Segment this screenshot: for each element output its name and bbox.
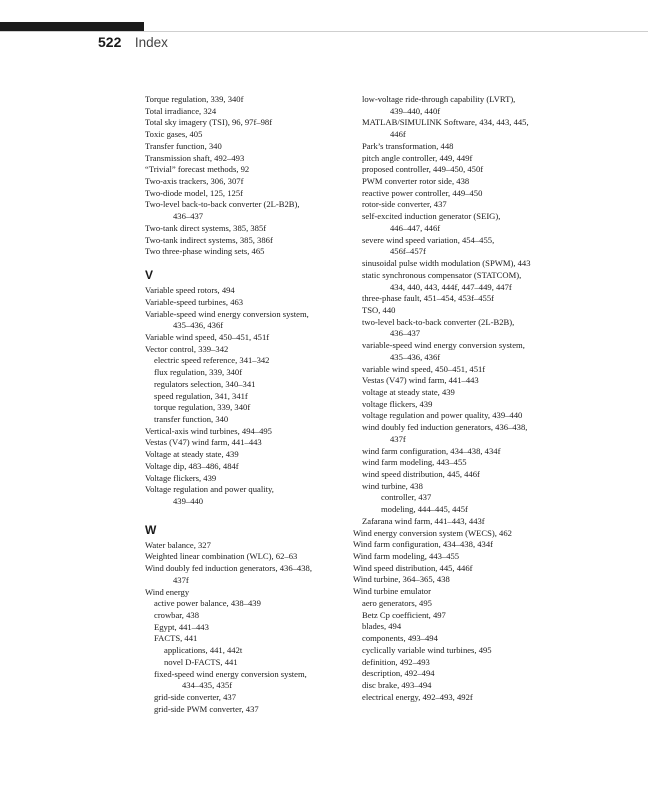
- index-entry: Total sky imagery (TSI), 96, 97f–98f: [145, 117, 273, 128]
- index-entry: wind doubly fed induction generators, 436–438,: [362, 422, 528, 433]
- index-entry: Park’s transformation, 448: [362, 140, 454, 151]
- index-entry: three-phase fault, 451–454, 453f–455f: [362, 293, 494, 304]
- index-entry: 439–440, 440f: [390, 105, 441, 116]
- index-entry: FACTS, 441: [154, 633, 198, 644]
- index-entry: Wind energy conversion system (WECS), 462: [353, 527, 512, 538]
- index-entry: Variable speed rotors, 494: [145, 285, 235, 296]
- page-number: 522: [98, 34, 122, 50]
- index-entry: Weighted linear combination (WLC), 62–63: [145, 551, 298, 562]
- index-entry: Total irradiance, 324: [145, 105, 217, 116]
- index-entry: crowbar, 438: [154, 610, 199, 621]
- index-entry: static synchronous compensator (STATCOM),: [362, 269, 522, 280]
- section-letter-w: W: [145, 522, 157, 537]
- index-entry: Transmission shaft, 492–493: [145, 152, 245, 163]
- index-entry: PWM converter rotor side, 438: [362, 176, 470, 187]
- index-entry: 434, 440, 443, 444f, 447–449, 447f: [390, 281, 512, 292]
- index-entry: Transfer function, 340: [145, 140, 222, 151]
- index-entry: severe wind speed variation, 454–455,: [362, 234, 495, 245]
- index-entry: rotor-side converter, 437: [362, 199, 447, 210]
- index-entry: description, 492–494: [362, 668, 435, 679]
- index-entry: Vestas (V47) wind farm, 441–443: [145, 437, 262, 448]
- index-entry: wind turbine, 438: [362, 480, 423, 491]
- index-entry: pitch angle controller, 449, 449f: [362, 152, 473, 163]
- index-entry: 434–435, 435f: [182, 680, 233, 691]
- index-entry: Variable wind speed, 450–451, 451f: [145, 331, 270, 342]
- index-entry: low-voltage ride-through capability (LVRT),: [362, 94, 516, 104]
- index-entry: grid-side PWM converter, 437: [154, 703, 259, 714]
- index-entry: voltage at steady state, 439: [362, 386, 455, 397]
- index-entry: electric speed reference, 341–342: [154, 355, 270, 366]
- index-entry: sinusoidal pulse width modulation (SPWM), 443: [362, 258, 531, 269]
- index-entry: Torque regulation, 339, 340f: [145, 94, 244, 104]
- index-entry: voltage flickers, 439: [362, 398, 433, 409]
- index-entry: self-excited induction generator (SEIG),: [362, 211, 501, 222]
- index-entry: Wind turbine emulator: [353, 586, 431, 597]
- index-entry: grid-side converter, 437: [154, 692, 236, 703]
- index-entry: Water balance, 327: [145, 539, 211, 550]
- index-entry: Variable-speed turbines, 463: [145, 296, 244, 307]
- index-entry: 437f: [173, 574, 189, 585]
- index-entry: Vector control, 339–342: [145, 343, 229, 354]
- index-entry: 446f: [390, 129, 406, 140]
- index-entry: wind farm modeling, 443–455: [362, 457, 467, 468]
- index-entry: definition, 492–493: [362, 656, 430, 667]
- section-letter-v: V: [145, 268, 154, 283]
- index-entry: Egypt, 441–443: [154, 621, 209, 632]
- index-entry: “Trivial” forecast methods, 92: [145, 164, 250, 175]
- index-entry: 456f–457f: [390, 246, 426, 257]
- index-entry: components, 493–494: [362, 633, 438, 644]
- index-entry: regulators selection, 340–341: [154, 378, 256, 389]
- index-entry: controller, 437: [381, 492, 432, 503]
- index-entry: wind speed distribution, 445, 446f: [362, 469, 480, 479]
- index-entry: novel D-FACTS, 441: [164, 656, 238, 667]
- index-entry: wind farm configuration, 434–438, 434f: [362, 445, 501, 456]
- index-entry: Wind farm configuration, 434–438, 434f: [353, 539, 493, 550]
- index-entry: 436–437: [173, 211, 204, 222]
- header-rule: [0, 31, 648, 32]
- index-entry: applications, 441, 442t: [164, 645, 243, 656]
- page-title: Index: [134, 35, 168, 50]
- index-entry: modeling, 444–445, 445f: [381, 504, 468, 515]
- index-entry: 435–436, 436f: [390, 351, 441, 362]
- page-header: [98, 34, 168, 52]
- index-entry: MATLAB/SIMULINK Software, 434, 443, 445,: [362, 117, 529, 128]
- index-entry: proposed controller, 449–450, 450f: [362, 164, 484, 175]
- index-entry: Two-level back-to-back converter (2L-B2B),: [145, 199, 300, 210]
- index-entry: Wind doubly fed induction generators, 436–438,: [145, 563, 312, 574]
- index-entry: Toxic gases, 405: [145, 129, 203, 140]
- index-group-t: [145, 94, 345, 258]
- index-entry: 437f: [390, 433, 406, 444]
- index-entry: Wind energy: [145, 586, 190, 597]
- index-entry: torque regulation, 339, 340f: [154, 402, 251, 413]
- index-entry: Variable-speed wind energy conversion system,: [145, 308, 309, 319]
- index-entry: speed regulation, 341, 341f: [154, 390, 248, 401]
- index-entry: two-level back-to-back converter (2L-B2B),: [362, 316, 515, 327]
- index-entry: reactive power controller, 449–450: [362, 187, 483, 198]
- index-entry: active power balance, 438–439: [154, 598, 261, 609]
- index-column-left: [145, 94, 345, 716]
- index-entry: Vertical-axis wind turbines, 494–495: [145, 425, 272, 436]
- index-entry: TSO, 440: [362, 304, 396, 315]
- index-entry: electrical energy, 492–493, 492f: [362, 691, 473, 702]
- index-entry: flux regulation, 339, 340f: [154, 367, 243, 378]
- index-group-w-continued: [353, 94, 573, 703]
- index-entry: voltage regulation and power quality, 439–440: [362, 410, 523, 421]
- index-entry: aero generators, 495: [362, 597, 432, 608]
- index-entry: Voltage flickers, 439: [145, 472, 217, 483]
- index-entry: Two-tank indirect systems, 385, 386f: [145, 234, 273, 245]
- index-entry: Wind farm modeling, 443–455: [353, 551, 460, 562]
- index-entry: Wind turbine, 364–365, 438: [353, 574, 450, 585]
- index-entry: Voltage at steady state, 439: [145, 449, 239, 460]
- index-entry: transfer function, 340: [154, 413, 229, 424]
- index-entry: Betz Cp coefficient, 497: [362, 609, 446, 620]
- index-entry: Two-diode model, 125, 125f: [145, 187, 243, 198]
- index-entry: Two-tank direct systems, 385, 385f: [145, 222, 267, 233]
- header-bar: [0, 22, 144, 31]
- index-entry: 436–437: [390, 328, 421, 339]
- index-entry: 435–436, 436f: [173, 320, 224, 331]
- index-entry: Zafarana wind farm, 441–443, 443f: [362, 515, 485, 526]
- index-entry: fixed-speed wind energy conversion system,: [154, 668, 307, 679]
- index-entry: Two three-phase winding sets, 465: [145, 246, 265, 257]
- index-entry: Vestas (V47) wind farm, 441–443: [362, 375, 479, 386]
- index-entry: Voltage dip, 483–486, 484f: [145, 460, 239, 471]
- index-entry: Two-axis trackers, 306, 307f: [145, 176, 244, 187]
- index-entry: 446–447, 446f: [390, 222, 441, 233]
- index-entry: 439–440: [173, 496, 204, 506]
- index-entry: disc brake, 493–494: [362, 679, 432, 690]
- index-group-v: [145, 285, 345, 508]
- index-entry: variable-speed wind energy conversion system,: [362, 340, 525, 351]
- index-entry: cyclically variable wind turbines, 495: [362, 644, 492, 655]
- index-entry: Wind speed distribution, 445, 446f: [353, 562, 473, 573]
- index-entry: variable wind speed, 450–451, 451f: [362, 363, 486, 374]
- index-entry: Voltage regulation and power quality,: [145, 484, 274, 495]
- index-entry: blades, 494: [362, 621, 402, 632]
- index-group-w: [145, 540, 345, 716]
- index-column-right: [353, 94, 573, 703]
